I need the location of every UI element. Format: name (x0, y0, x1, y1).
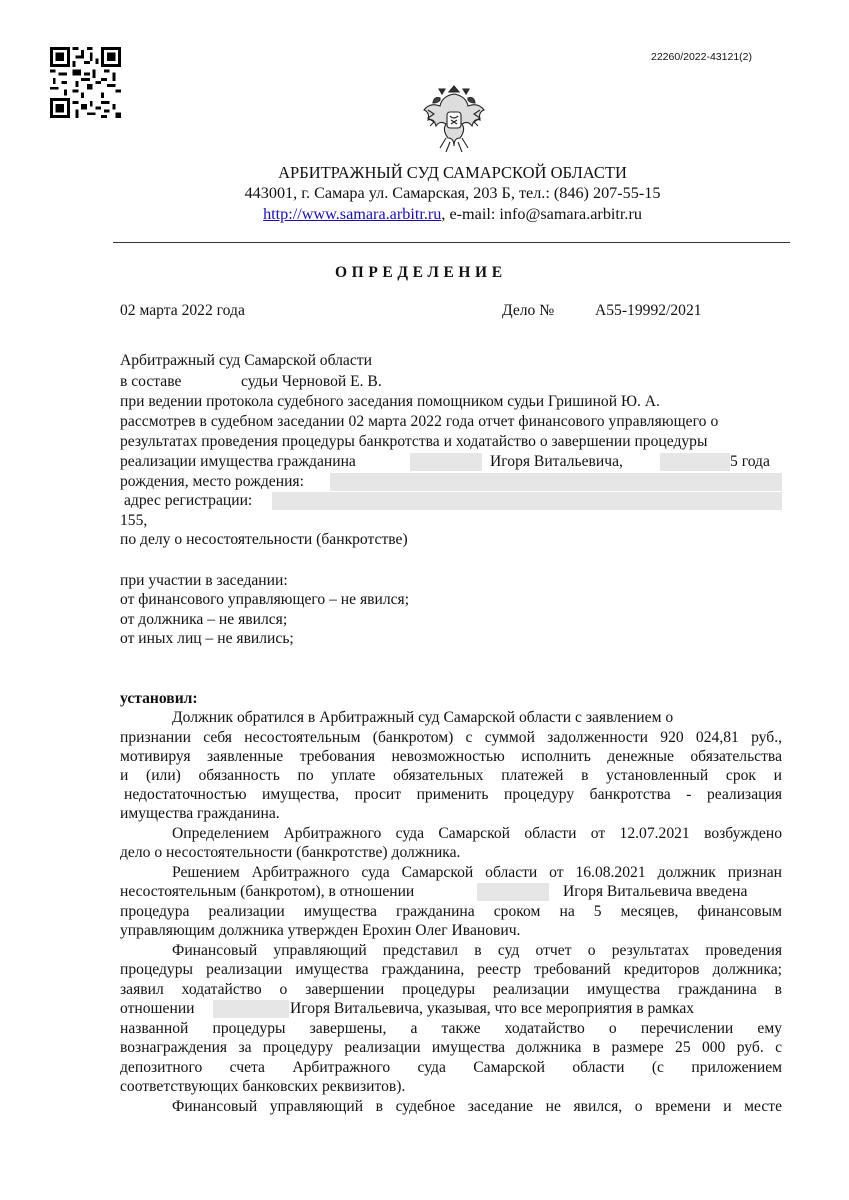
body-segment: несостоятельным (банкротом), в отношении (120, 883, 415, 900)
header-divider (113, 242, 790, 243)
body-line: Должник обратился в Арбитражный суд Самарской области с заявлением о (172, 709, 674, 726)
intro-line: рождения, место рождения: (120, 473, 304, 490)
decision-date: 02 марта 2022 года (120, 302, 245, 319)
body-line: Решением Арбитражного суда Самарской области от 16.08.2021 должник признан (172, 864, 782, 881)
body-line: управляющим должника утвержден Ерохин Олег Иванович. (120, 922, 521, 939)
intro-debtor-year: 5 года (730, 453, 770, 470)
body-line: вознаграждения за процедуру реализации имущества должника в размере 25 000 руб. с (120, 1039, 782, 1056)
redacted-address (272, 492, 782, 510)
intro-line: 155, (120, 512, 148, 529)
intro-line: при ведении протокола судебного заседания помощником судьи Гришиной Ю. А. (120, 393, 660, 410)
body-line: недостаточностью имущества, просит применить процедуру банкротства - реализация (124, 786, 782, 803)
court-email: , e-mail: info@samara.arbitr.ru (441, 205, 642, 223)
body-line: заявил ходатайство о завершении процедуры реализации имущества гражданина в (120, 981, 782, 998)
body-segment: Игоря Витальевича, указывая, что все мероприятия в рамках (290, 1000, 695, 1017)
body-line (120, 883, 782, 901)
body-line: признании себя несостоятельным (банкротом) с суммой задолженности 920 024,81 руб., (120, 729, 782, 746)
body-line: и (или) обязанность по уплате обязательных платежей в установленный срок и (120, 767, 782, 784)
redacted-surname (477, 883, 549, 901)
redacted-surname (213, 1000, 289, 1018)
body-line: процедура реализации имущества гражданина сроком на 5 месяцев, финансовым (120, 903, 782, 920)
document-id: 22260/2022-43121(2) (651, 51, 753, 63)
participant-line: от финансового управляющего – не явился; (120, 591, 410, 608)
participant-line: от иных лиц – не явились; (120, 630, 294, 647)
intro-line: Арбитражный суд Самарской области (120, 352, 372, 369)
intro-debtor-name: Игоря Витальевича, (490, 453, 623, 470)
qr-code-icon (50, 47, 121, 118)
intro-debtor-prefix: реализации имущества гражданина (120, 453, 356, 470)
intro-composition-label: в составе (120, 373, 182, 390)
redacted-surname (410, 453, 482, 471)
double-headed-eagle-icon (420, 80, 488, 155)
intro-line: результатах проведения процедуры банкротства и ходатайство о завершении процедуры (120, 433, 708, 450)
redacted-birthdate (660, 453, 730, 471)
intro-line: по делу о несостоятельности (банкротстве) (120, 531, 408, 548)
participants-heading: при участии в заседании: (120, 572, 288, 589)
intro-line: рассмотрев в судебном заседании 02 марта 2022 года отчет финансового управляющего о (120, 413, 719, 430)
court-address: 443001, г. Самара ул. Самарская, 203 Б, тел.: (846) 207-55-15 (244, 184, 661, 202)
intro-line: адрес регистрации: (124, 492, 253, 509)
body-line: Определением Арбитражного суда Самарской области от 12.07.2021 возбуждено (172, 825, 782, 842)
court-contacts (28, 205, 849, 224)
body-line: процедуры реализации имущества гражданина, реестр требований кредиторов должника; (120, 961, 782, 978)
body-line: депозитного счета Арбитражного суда Самарской области (с приложением (120, 1059, 782, 1076)
body-line: имущества гражданина. (120, 805, 280, 822)
body-line: Финансовый управляющий представил в суд отчет о результатах проведения (172, 942, 782, 959)
court-name: АРБИТРАЖНЫЙ СУД САМАРСКОЙ ОБЛАСТИ (278, 163, 627, 182)
body-line: мотивируя заявленные требования невозможностью исполнить денежные обязательства (120, 748, 782, 765)
intro-line (120, 373, 782, 391)
body-line: дело о несостоятельности (банкротстве) должника. (120, 844, 461, 861)
body-line: названной процедуры завершены, а также ходатайство о перечислении ему (120, 1020, 782, 1037)
coat-of-arms (420, 80, 488, 155)
qr-code (50, 47, 121, 118)
body-segment: Игоря Витальевича введена (563, 883, 748, 900)
case-label: Дело № (502, 302, 555, 319)
document-title: ОПРЕДЕЛЕНИЕ (335, 264, 507, 281)
body-line: Финансовый управляющий в судебное заседание не явился, о времени и месте (172, 1098, 782, 1115)
participant-line: от должника – не явился; (120, 611, 288, 628)
court-website-link[interactable]: http://www.samara.arbitr.ru (263, 205, 442, 223)
intro-judge: судьи Черновой Е. В. (241, 373, 382, 390)
case-number: А55-19992/2021 (595, 302, 702, 319)
established-heading: установил: (120, 690, 198, 707)
body-line: соответствующих банковских реквизитов). (120, 1078, 406, 1095)
redacted-birthplace (330, 473, 782, 491)
body-segment: отношении (120, 1000, 195, 1017)
